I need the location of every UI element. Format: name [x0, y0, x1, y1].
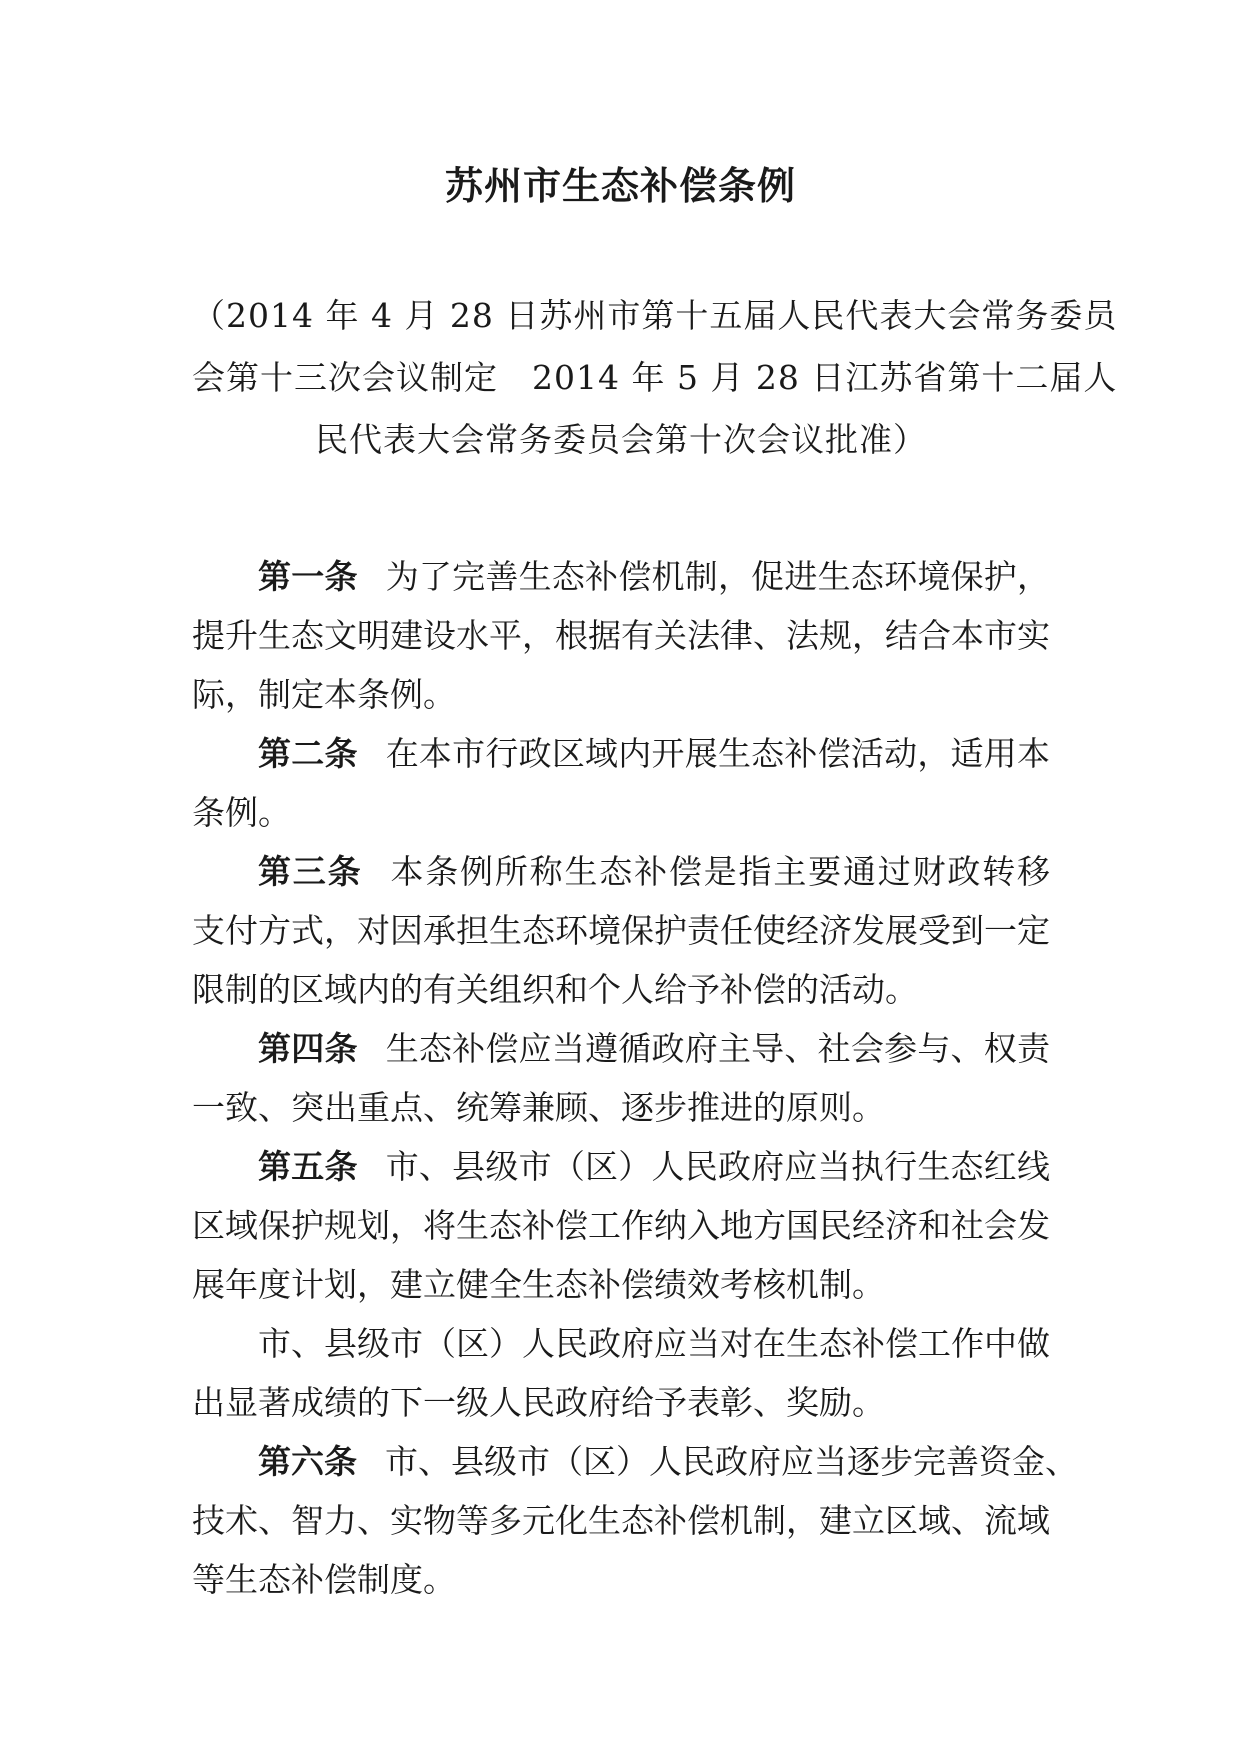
paragraph-text: 本条例所称生态补偿是指主要通过财政转移 — [390, 852, 1051, 891]
document-subtitle — [192, 285, 1118, 471]
document-title: 苏州市生态补偿条例 — [444, 164, 796, 208]
subtitle-line: 会第十三次会议制定 2014 年 5 月 28 日江苏省第十二届人 — [192, 358, 1118, 397]
paragraph-line: 出显著成绩的下一级人民政府给予表彰、奖励。 — [192, 1383, 885, 1422]
paragraph-text: 市、县级市（区）人民政府应当逐步完善资金、 — [385, 1442, 1078, 1481]
article-paragraph — [192, 547, 1050, 724]
article-paragraph — [192, 1019, 1050, 1137]
paragraph-text: 市、县级市（区）人民政府应当执行生态红线 — [385, 1147, 1051, 1186]
paragraph-line: 际，制定本条例。 — [192, 675, 456, 714]
paragraph-line — [192, 724, 1050, 783]
article-number: 第五条 — [258, 1147, 358, 1186]
paragraph-text: 在本市行政区域内开展生态补偿活动，适用本 — [385, 734, 1051, 773]
article-number: 第六条 — [258, 1442, 357, 1481]
paragraph-line: 一致、突出重点、统筹兼顾、逐步推进的原则。 — [192, 1088, 885, 1127]
article-paragraph — [192, 1314, 1050, 1432]
paragraph-line: 支付方式，对因承担生态环境保护责任使经济发展受到一定 — [192, 911, 1050, 950]
paragraph-line: 提升生态文明建设水平，根据有关法律、法规，结合本市实 — [192, 616, 1050, 655]
paragraph-line: 等生态补偿制度。 — [192, 1560, 456, 1599]
article-number: 第四条 — [258, 1029, 358, 1068]
paragraph-line: 区域保护规划，将生态补偿工作纳入地方国民经济和社会发 — [192, 1206, 1050, 1245]
article-paragraph — [192, 1137, 1050, 1314]
article-number: 第二条 — [258, 734, 358, 773]
paragraph-line — [192, 547, 1050, 606]
paragraph-line: 市、县级市（区）人民政府应当对在生态补偿工作中做 — [258, 1324, 1050, 1363]
document-body — [192, 547, 1078, 1609]
paragraph-line — [192, 1137, 1050, 1196]
paragraph-line — [192, 1019, 1050, 1078]
subtitle-line: 民代表大会常务委员会第十次会议批准） — [315, 420, 927, 459]
paragraph-text: 生态补偿应当遵循政府主导、社会参与、权责 — [385, 1029, 1051, 1068]
paragraph-text: 为了完善生态补偿机制，促进生态环境保护， — [385, 557, 1051, 596]
paragraph-line: 技术、智力、实物等多元化生态补偿机制，建立区域、流域 — [192, 1501, 1050, 1540]
paragraph-line — [192, 842, 1050, 901]
paragraph-line: 展年度计划，建立健全生态补偿绩效考核机制。 — [192, 1265, 885, 1304]
paragraph-line — [192, 1432, 1078, 1491]
article-number: 第三条 — [258, 852, 363, 891]
paragraph-line: 限制的区域内的有关组织和个人给予补偿的活动。 — [192, 970, 918, 1009]
article-paragraph — [192, 1432, 1078, 1609]
paragraph-line: 条例。 — [192, 793, 291, 832]
subtitle-line: （2014 年 4 月 28 日苏州市第十五届人民代表大会常务委员 — [192, 296, 1118, 335]
article-number: 第一条 — [258, 557, 358, 596]
article-paragraph — [192, 842, 1050, 1019]
article-paragraph — [192, 724, 1050, 842]
